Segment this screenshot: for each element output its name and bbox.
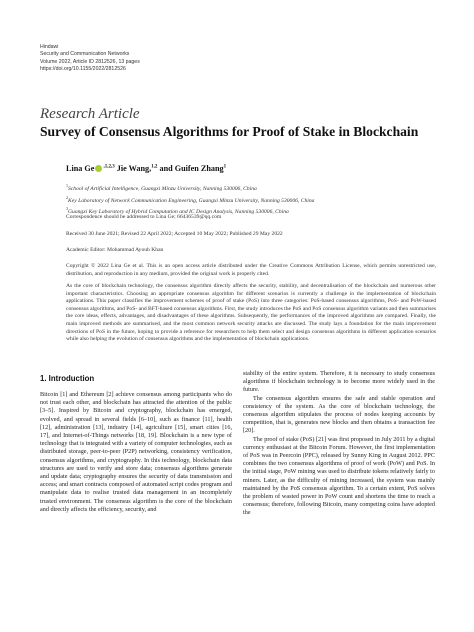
affiliation-item: $^2$Key Laboratory of Network Communication Engineering, Guangxi Minzu University, Nanning 530006, China bbox=[66, 194, 315, 204]
license-statement: Copyright © 2022 Lina Ge et al. This is an open access article distributed under the Creative Commons Attribution License, which permits unrestricted use, distribution, and reproduction in any medium, provided the original work is properly cited. bbox=[66, 263, 436, 277]
history-dates: Received 30 June 2021; Revised 22 April 2022; Accepted 10 May 2022; Published 29 May 2022 bbox=[66, 231, 283, 237]
publisher-name: Hindawi bbox=[40, 44, 59, 50]
author-1: Lina Ge bbox=[66, 164, 95, 173]
paragraph: The consensus algorithm ensures the safe and stable operation and consistency of the system. As the core of blockchain technology, the consensus algorithm stipulates the process of nodes keeping accounts by competition, that is, generates new blocks and then obtains a transaction fee [20]. bbox=[243, 394, 435, 435]
journal-name: Security and Communication Networks bbox=[40, 51, 130, 58]
abstract: As the core of blockchain technology, the consensus algorithm directly affects the security, stability, and decentralisation of the blockchain and numerous other important characteristics. Choosing an appropriate consensus algorithm for different scenarios is currently a challenge in the implementation of blockchain applications. This paper classifies the improvement schemes of proof of stake (PoS) into three categories: PoS-based consensus algorithms, PoS- and PoW-based consensus algorithms, and PoS- and BFT-based consensus algorithms. First, the study introduces the PoS and PoS consensus algorithm variants and then summarises the core ideas, effects, advantages, and disadvantages of these algorithms. Subsequently, the performances of the improved algorithms are compared. Finally, the main improved methods are summarised, and the most common network security attacks are discussed. The study lays a foundation for the main improvement directions of PoS in the future, hoping to provide a reference for researchers to help them select and design consensus algorithms in different application scenarios while also helping the evolution of consensus algorithms and the implementation of blockchain applications. bbox=[66, 283, 436, 343]
affiliations bbox=[66, 182, 314, 217]
column-right bbox=[243, 370, 435, 518]
paper-title: Survey of Consensus Algorithms for Proof of Stake in Blockchain bbox=[40, 124, 419, 139]
author-3-affil: 1 bbox=[223, 164, 227, 170]
journal-header bbox=[40, 44, 140, 74]
article-type: Research Article bbox=[40, 106, 140, 122]
author-2: Jie Wang, bbox=[114, 164, 152, 173]
affiliation-item: $^3$Guangxi Key Laboratory of Hybrid Computation and IC Design Analysis, Nanning 530006, China bbox=[66, 206, 289, 215]
academic-editor: Academic Editor: Mohammad Ayoub Khan bbox=[66, 247, 164, 253]
paragraph: The proof of stake (PoS) [21] was first proposed in July 2011 by a digital currency enthusiast at the Bitcoin Forum. However, the first implementation of PoS was in Peercoin (PPC), released by Sunny King in August 2012. PPC combines the two consensus algorithms of proof of work (PoW) and PoS. In the initial stage, PoW mining was used to distribute tokens relatively fairly to miners. Later, as the difficulty of mining increased, the system was mainly maintained by the PoS consensus algorithm. To a certain extent, PoS solves the problem of wasted power in PoW count and shortens the time to reach a consensus; therefore, following Bitcoin, many competing coins have adopted the bbox=[243, 435, 435, 517]
paragraph: stability of the entire system. Therefore, it is necessary to study consensus algorithms if blockchain technology is to become more widely used in the future. bbox=[243, 370, 435, 394]
correspondence: Correspondence should be addressed to Lina Ge; 66436539@qq.com bbox=[66, 214, 222, 220]
affiliation-item: $^1$School of Artificial Intelligence, Guangxi Minzu University, Nanning 530006, China bbox=[66, 183, 257, 192]
author-list bbox=[66, 164, 226, 173]
author-3: and Guifen Zhang bbox=[157, 164, 224, 173]
doi-link[interactable]: https://doi.org/10.1155/2022/2812526 bbox=[40, 66, 126, 73]
orcid-icon[interactable] bbox=[95, 165, 102, 172]
volume-line: Volume 2022, Article ID 2812526, 13 pages bbox=[40, 58, 140, 65]
section-heading: 1. Introduction bbox=[40, 374, 95, 383]
paragraph: Bitcoin [1] and Ethereum [2] achieve consensus among participants who do not trust each other, and blockchain has attracted the attention of the public [3–5]. Inspired by Bitcoin and cryptography, blockchain has emerged, evolved, and spread in several fields [6–10], such as finance [11], health [12], administration [13], industry [14], agriculture [15], smart cities [16, 17], and Internet-of-Things networks [18, 19]. Blockchain is a new type of technology that is integrated with a variety of computer technologies, such as distributed storage, peer-to-peer (P2P) networking, consistency verification, consensus algorithms, and cryptography. In this technology, blockchain data structures are used to verify and store data; consensus algorithms generate and update data; cryptography ensures the security of data transmission and access; and smart contracts composed of automated script codes program and manipulate data to realise trusted data management in an incompletely trusted environment. The consensus algorithm is the core of the blockchain and directly affects the efficiency, security, and bbox=[40, 391, 232, 513]
author-2-affil: 1,2 bbox=[151, 164, 158, 170]
author-1-affil: ,1,2,3 bbox=[103, 164, 115, 170]
column-left bbox=[40, 391, 232, 514]
